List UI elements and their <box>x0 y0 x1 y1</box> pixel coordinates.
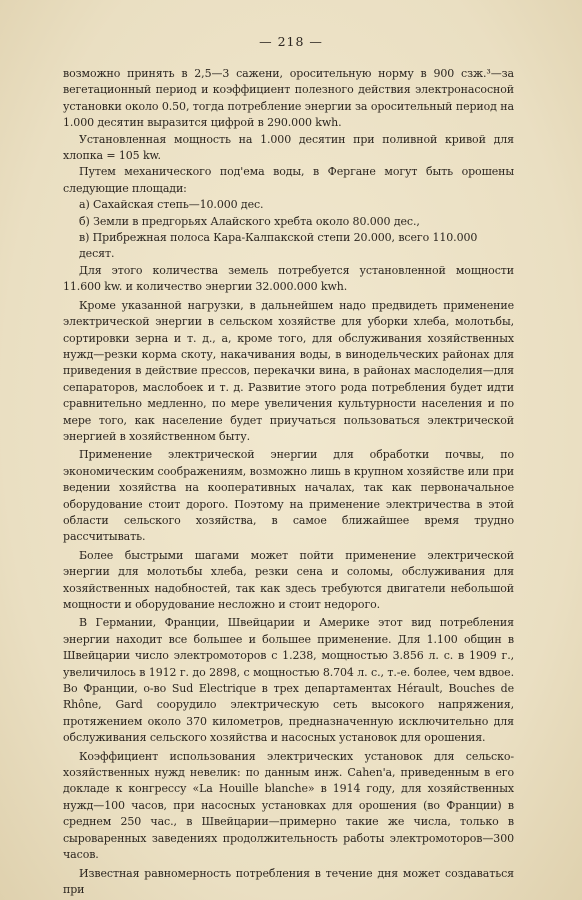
paragraph: Кроме указанной нагрузки, в дальнейшем надо предвидеть применение электрической энергии в сельском хозяйстве для уборки хлеба, молотьбы, сортировки зерна и т. д., а, кроме того, для обслуживания хозяйственных нужд—резки корма скоту, накачивания воды, в винодельческих районах для приведения в действие прессов, перекачки вина, в районах маслоделия—для сепараторов, маслобоек и т. д. Развитие этого рода потребления будет идти сравнительно медленно, по мере увеличения культурности населения и по мере того, как население будет приучаться пользоваться электрической энергией в хозяйственном быту. <box>63 298 514 443</box>
body-text <box>63 66 514 898</box>
paragraph: Применение электрической энергии для обработки почвы, по экономическим соображениям, возможно лишь в крупном хозяйстве или при ведении хозяйства на кооперативных началах, так как первоначальное оборудование стоит дорого. Поэтому на применение электричества в этой области сельского хозяйства, в самое ближайшее время трудно рассчитывать. <box>63 448 514 544</box>
paragraph: Для этого количества земель потребуется установленной мощности 11.600 kw. и количество энергии 32.000.000 kwh. <box>63 263 514 294</box>
paragraph: Путем механического под'ема воды, в Фергане могут быть орошены следующие площади: <box>63 165 514 195</box>
list-item: б) Земли в предгорьях Алайского хребта около 80.000 дес., <box>79 214 420 228</box>
paragraph: возможно принять в 2,5—3 сажени, оросительную норму в 900 сзж.³—за вегетационный период и коэффициент полезного действия электронасосной установки около 0.50, тогда потребление энергии за оросительный период на 1.000 десятин выразится цифрой в 290.000 kwh. <box>63 67 514 130</box>
paragraph: Коэффициент использования электрических установок для сельско-хозяйственных нужд невелик: по данным инж. Cahen'a, приведенным в его докладе к конгрессу «La Houille blanche» в 1914 году, для хозяйственных нужд—100 часов, при насосных установках для орошения (во Франции) в среднем 250 час., в Швейцарии—примерно такие же числа, только в сыроваренных заведениях продолжительность работы электромоторов—300 часов. <box>63 749 514 862</box>
paragraph: Установленная мощность на 1.000 десятин при поливной кривой для хлопка = 105 kw. <box>63 132 514 163</box>
list-item: а) Сахайская степь—10.000 дес. <box>79 198 264 212</box>
paragraph: Более быстрыми шагами может пойти применение электрической энергии для молотьбы хлеба, резки сена и соломы, обслуживания для хозяйственных надобностей, так как здесь требуются двигатели небольшой мощности и оборудование несложно и стоит недорого. <box>63 548 514 611</box>
area-list <box>63 197 514 263</box>
list-item: в) Прибрежная полоса Кара-Калпакской степи 20.000, всего 110.000 десят. <box>79 231 478 261</box>
page-number: — 218 — <box>259 34 323 49</box>
paragraph: В Германии, Франции, Швейцарии и Америке этот вид потребления энергии находит все большее и большее применение. Для 1.100 общин в Швейцарии число электромоторов с 1.238, мощностью 3.856 л. с. в 1909 г., увеличилось в 1912 г. до 2898, с мощностью 8.704 л. с., т.-е. более, чем вдвое. Во Франции, о-во Sud Electrique в трех департаментах Hérault, Bouches de Rhône, Gard соорудило электрическую сеть высокого напряжения, протяжением около 370 километров, предназначенную исключительно для обслуживания сельского хозяйства и насосных установок для орошения. <box>63 616 514 745</box>
paragraph: Известная равномерность потребления в течение дня может создаваться при <box>63 866 514 896</box>
